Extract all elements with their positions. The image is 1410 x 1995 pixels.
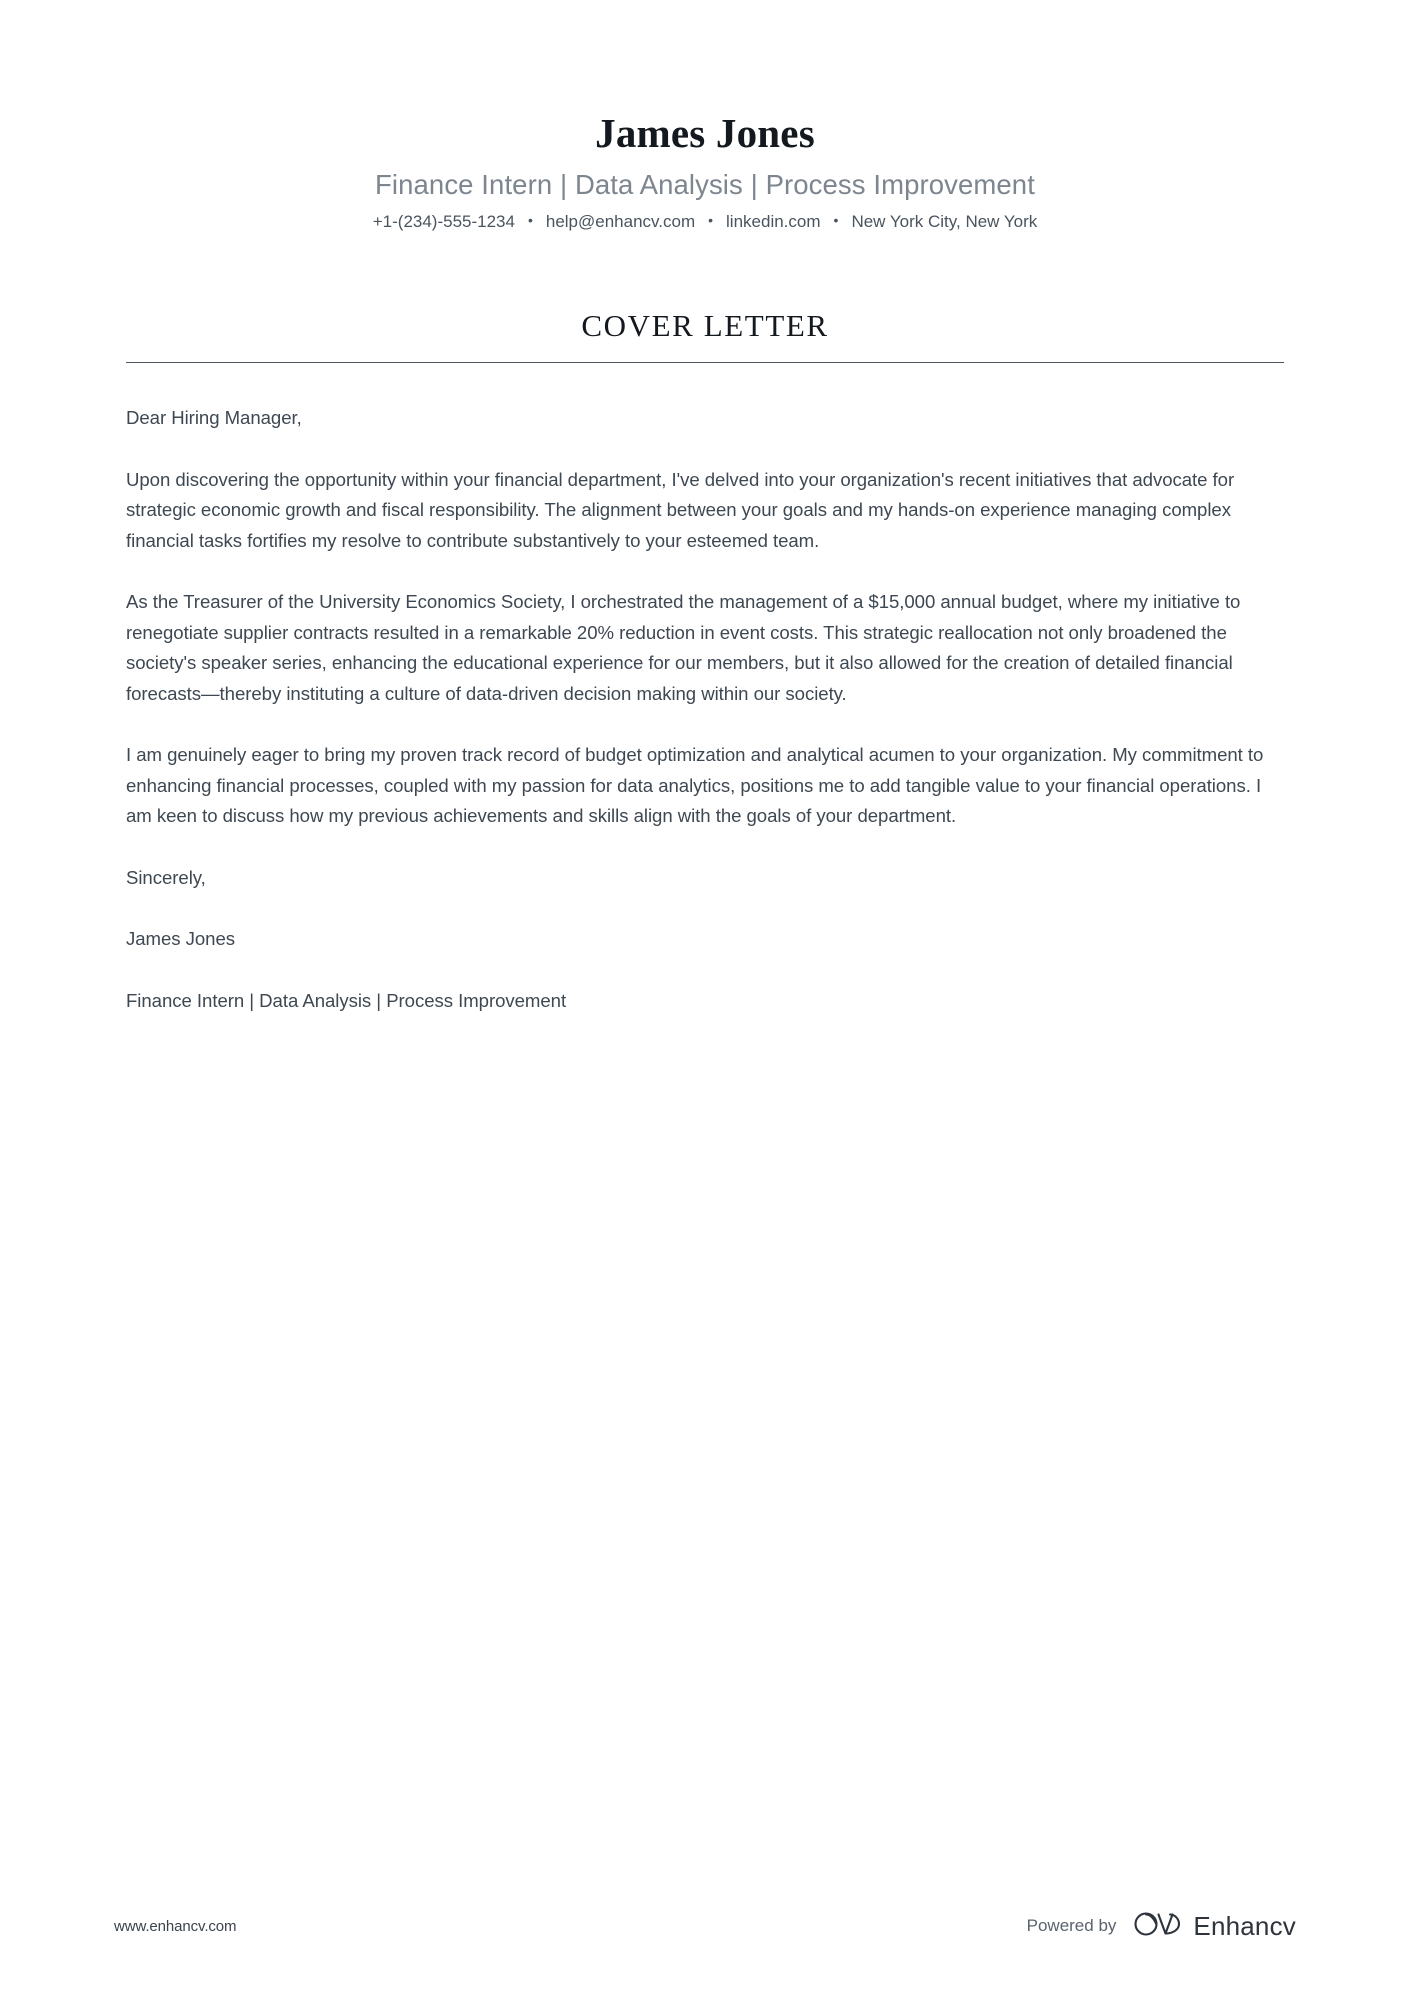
section-title-cover-letter: COVER LETTER bbox=[581, 308, 829, 344]
section-divider bbox=[126, 362, 1284, 363]
letter-signature-title: Finance Intern | Data Analysis | Process Improvement bbox=[126, 989, 567, 1011]
contact-linkedin[interactable]: linkedin.com bbox=[726, 212, 821, 232]
enhancv-infinity-logo-icon bbox=[1132, 1909, 1184, 1944]
contact-separator-icon: • bbox=[708, 212, 714, 229]
candidate-full-name: James Jones bbox=[595, 110, 815, 156]
letter-content bbox=[0, 308, 1410, 1016]
contact-separator-icon: • bbox=[833, 212, 839, 229]
footer-brand-block bbox=[1027, 1909, 1296, 1944]
letter-salutation: Dear Hiring Manager, bbox=[126, 407, 302, 429]
enhancv-brand-lockup[interactable] bbox=[1132, 1909, 1296, 1944]
letter-paragraph-1: Upon discovering the opportunity within your financial department, I've delved into your organization's recent initiatives that advocate for strategic economic growth and fiscal responsibility. The alignment between your goals and my hands-on experience managing complex financial tasks fortifies my resolve to contribute substantively to your esteemed team. bbox=[126, 468, 1235, 551]
contact-location: New York City, New York bbox=[851, 212, 1038, 232]
contact-phone: +1-(234)-555-1234 bbox=[372, 212, 515, 232]
document-footer bbox=[0, 1857, 1410, 1995]
letter-closing: Sincerely, bbox=[126, 866, 206, 888]
letter-signature-name: James Jones bbox=[126, 928, 235, 950]
letter-paragraph-3: I am genuinely eager to bring my proven track record of budget optimization and analytical acumen to your organization. My commitment to enhancing financial processes, coupled with my passion for data analytics, positions me to add tangible value to your financial operations. I am keen to discuss how my previous achievements and skills align with the goals of your department. bbox=[126, 744, 1264, 827]
letter-paragraph-2: As the Treasurer of the University Economics Society, I orchestrated the management of a $15,000 annual budget, where my initiative to renegotiate supplier contracts resulted in a remarkable 20% reduction in event costs. This strategic reallocation not only broadened the society's speaker series, enhancing the educational experience for our members, but it also allowed for the creation of detailed financial forecasts—thereby instituting a culture of data-driven decision making within our society. bbox=[126, 591, 1241, 704]
enhancv-brand-name: Enhancv bbox=[1193, 1910, 1296, 1941]
powered-by-label: Powered by bbox=[1026, 1916, 1117, 1935]
footer-website-url[interactable]: www.enhancv.com bbox=[114, 1917, 237, 1935]
contact-email: help@enhancv.com bbox=[545, 212, 696, 232]
letter-body bbox=[126, 403, 1284, 1016]
contact-info-line bbox=[0, 212, 1410, 232]
contact-separator-icon: • bbox=[527, 212, 533, 229]
candidate-headline: Finance Intern | Data Analysis | Process Improvement bbox=[375, 169, 1035, 201]
document-header bbox=[0, 0, 1410, 232]
section-title-wrapper bbox=[126, 308, 1284, 356]
